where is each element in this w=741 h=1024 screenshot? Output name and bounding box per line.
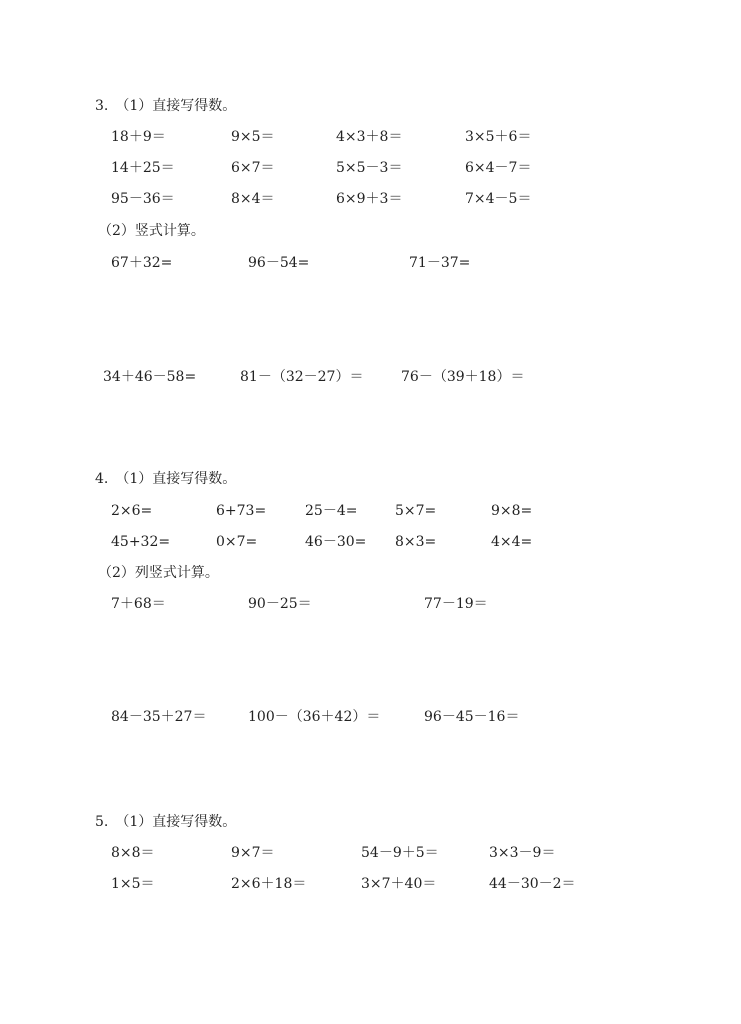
q3-direct-r2-c4: 6×4－7＝ (465, 160, 532, 176)
q3-direct-r1-c3: 4×3＋8＝ (336, 129, 403, 145)
q4-heading: 4. （1）直接写得数。 (95, 471, 237, 487)
q5-direct-r2-c3: 3×7＋40＝ (361, 876, 437, 892)
q3-direct-r1-c4: 3×5＋6＝ (465, 129, 532, 145)
q4-vertical-r2-c2: 100－（36＋42）＝ (248, 709, 381, 725)
q5-direct-r2-c2: 2×6＋18＝ (231, 876, 307, 892)
q5-direct-r2-c4: 44－30－2＝ (489, 876, 576, 892)
q4-direct-r1-c1: 2×6= (111, 503, 153, 519)
q4-direct-r1-c5: 9×8= (491, 503, 533, 519)
q4-direct-r1-c2: 6+73= (216, 503, 267, 519)
q4-direct-r2-c5: 4×4= (491, 534, 533, 550)
q3-vertical-r1-c1: 67＋32= (111, 255, 173, 271)
q3-vertical-r1-c3: 71－37= (409, 255, 471, 271)
q4-vertical-r1-c1: 7＋68＝ (111, 596, 166, 612)
q5-heading: 5. （1）直接写得数。 (95, 814, 237, 830)
q3-direct-r3-c2: 8×4＝ (231, 191, 275, 207)
q5-direct-r2-c1: 1×5＝ (111, 876, 155, 892)
q4-direct-r2-c2: 0×7= (216, 534, 258, 550)
q3-direct-r2-c2: 6×7＝ (231, 160, 275, 176)
q4-vertical-r1-c2: 90－25＝ (248, 596, 312, 612)
q4-direct-r2-c1: 45+32= (111, 534, 171, 550)
q3-direct-r3-c3: 6×9＋3＝ (336, 191, 403, 207)
q3-vertical-r1-c2: 96－54= (248, 255, 310, 271)
q4-direct-r2-c3: 46－30= (305, 534, 367, 550)
q4-direct-r1-c3: 25－4= (305, 503, 358, 519)
q3-vertical-r2-c1: 34＋46－58= (103, 369, 197, 385)
q3-heading: 3. （1）直接写得数。 (95, 98, 237, 114)
q3-vertical-r2-c2: 81－（32－27）＝ (240, 369, 364, 385)
q5-direct-r1-c1: 8×8＝ (111, 845, 155, 861)
q3-direct-r2-c3: 5×5－3＝ (336, 160, 403, 176)
q3-sub2-label: （2）竖式计算。 (98, 223, 205, 239)
q4-direct-r2-c4: 8×3= (395, 534, 437, 550)
q4-vertical-r2-c3: 96－45－16＝ (424, 709, 520, 725)
q3-direct-r1-c2: 9×5＝ (231, 129, 275, 145)
q4-vertical-r1-c3: 77－19＝ (424, 596, 488, 612)
q3-direct-r3-c4: 7×4－5＝ (465, 191, 532, 207)
q4-direct-r1-c4: 5×7= (395, 503, 437, 519)
q3-direct-r1-c1: 18＋9＝ (111, 129, 166, 145)
q5-direct-r1-c3: 54－9＋5＝ (361, 845, 439, 861)
q4-sub2-label: （2）列竖式计算。 (98, 565, 219, 581)
q5-direct-r1-c4: 3×3－9＝ (489, 845, 556, 861)
q3-direct-r3-c1: 95－36＝ (111, 191, 175, 207)
q3-direct-r2-c1: 14＋25＝ (111, 160, 175, 176)
q3-vertical-r2-c3: 76－（39＋18）＝ (401, 369, 525, 385)
q5-direct-r1-c2: 9×7＝ (231, 845, 275, 861)
q4-vertical-r2-c1: 84－35＋27＝ (111, 709, 207, 725)
